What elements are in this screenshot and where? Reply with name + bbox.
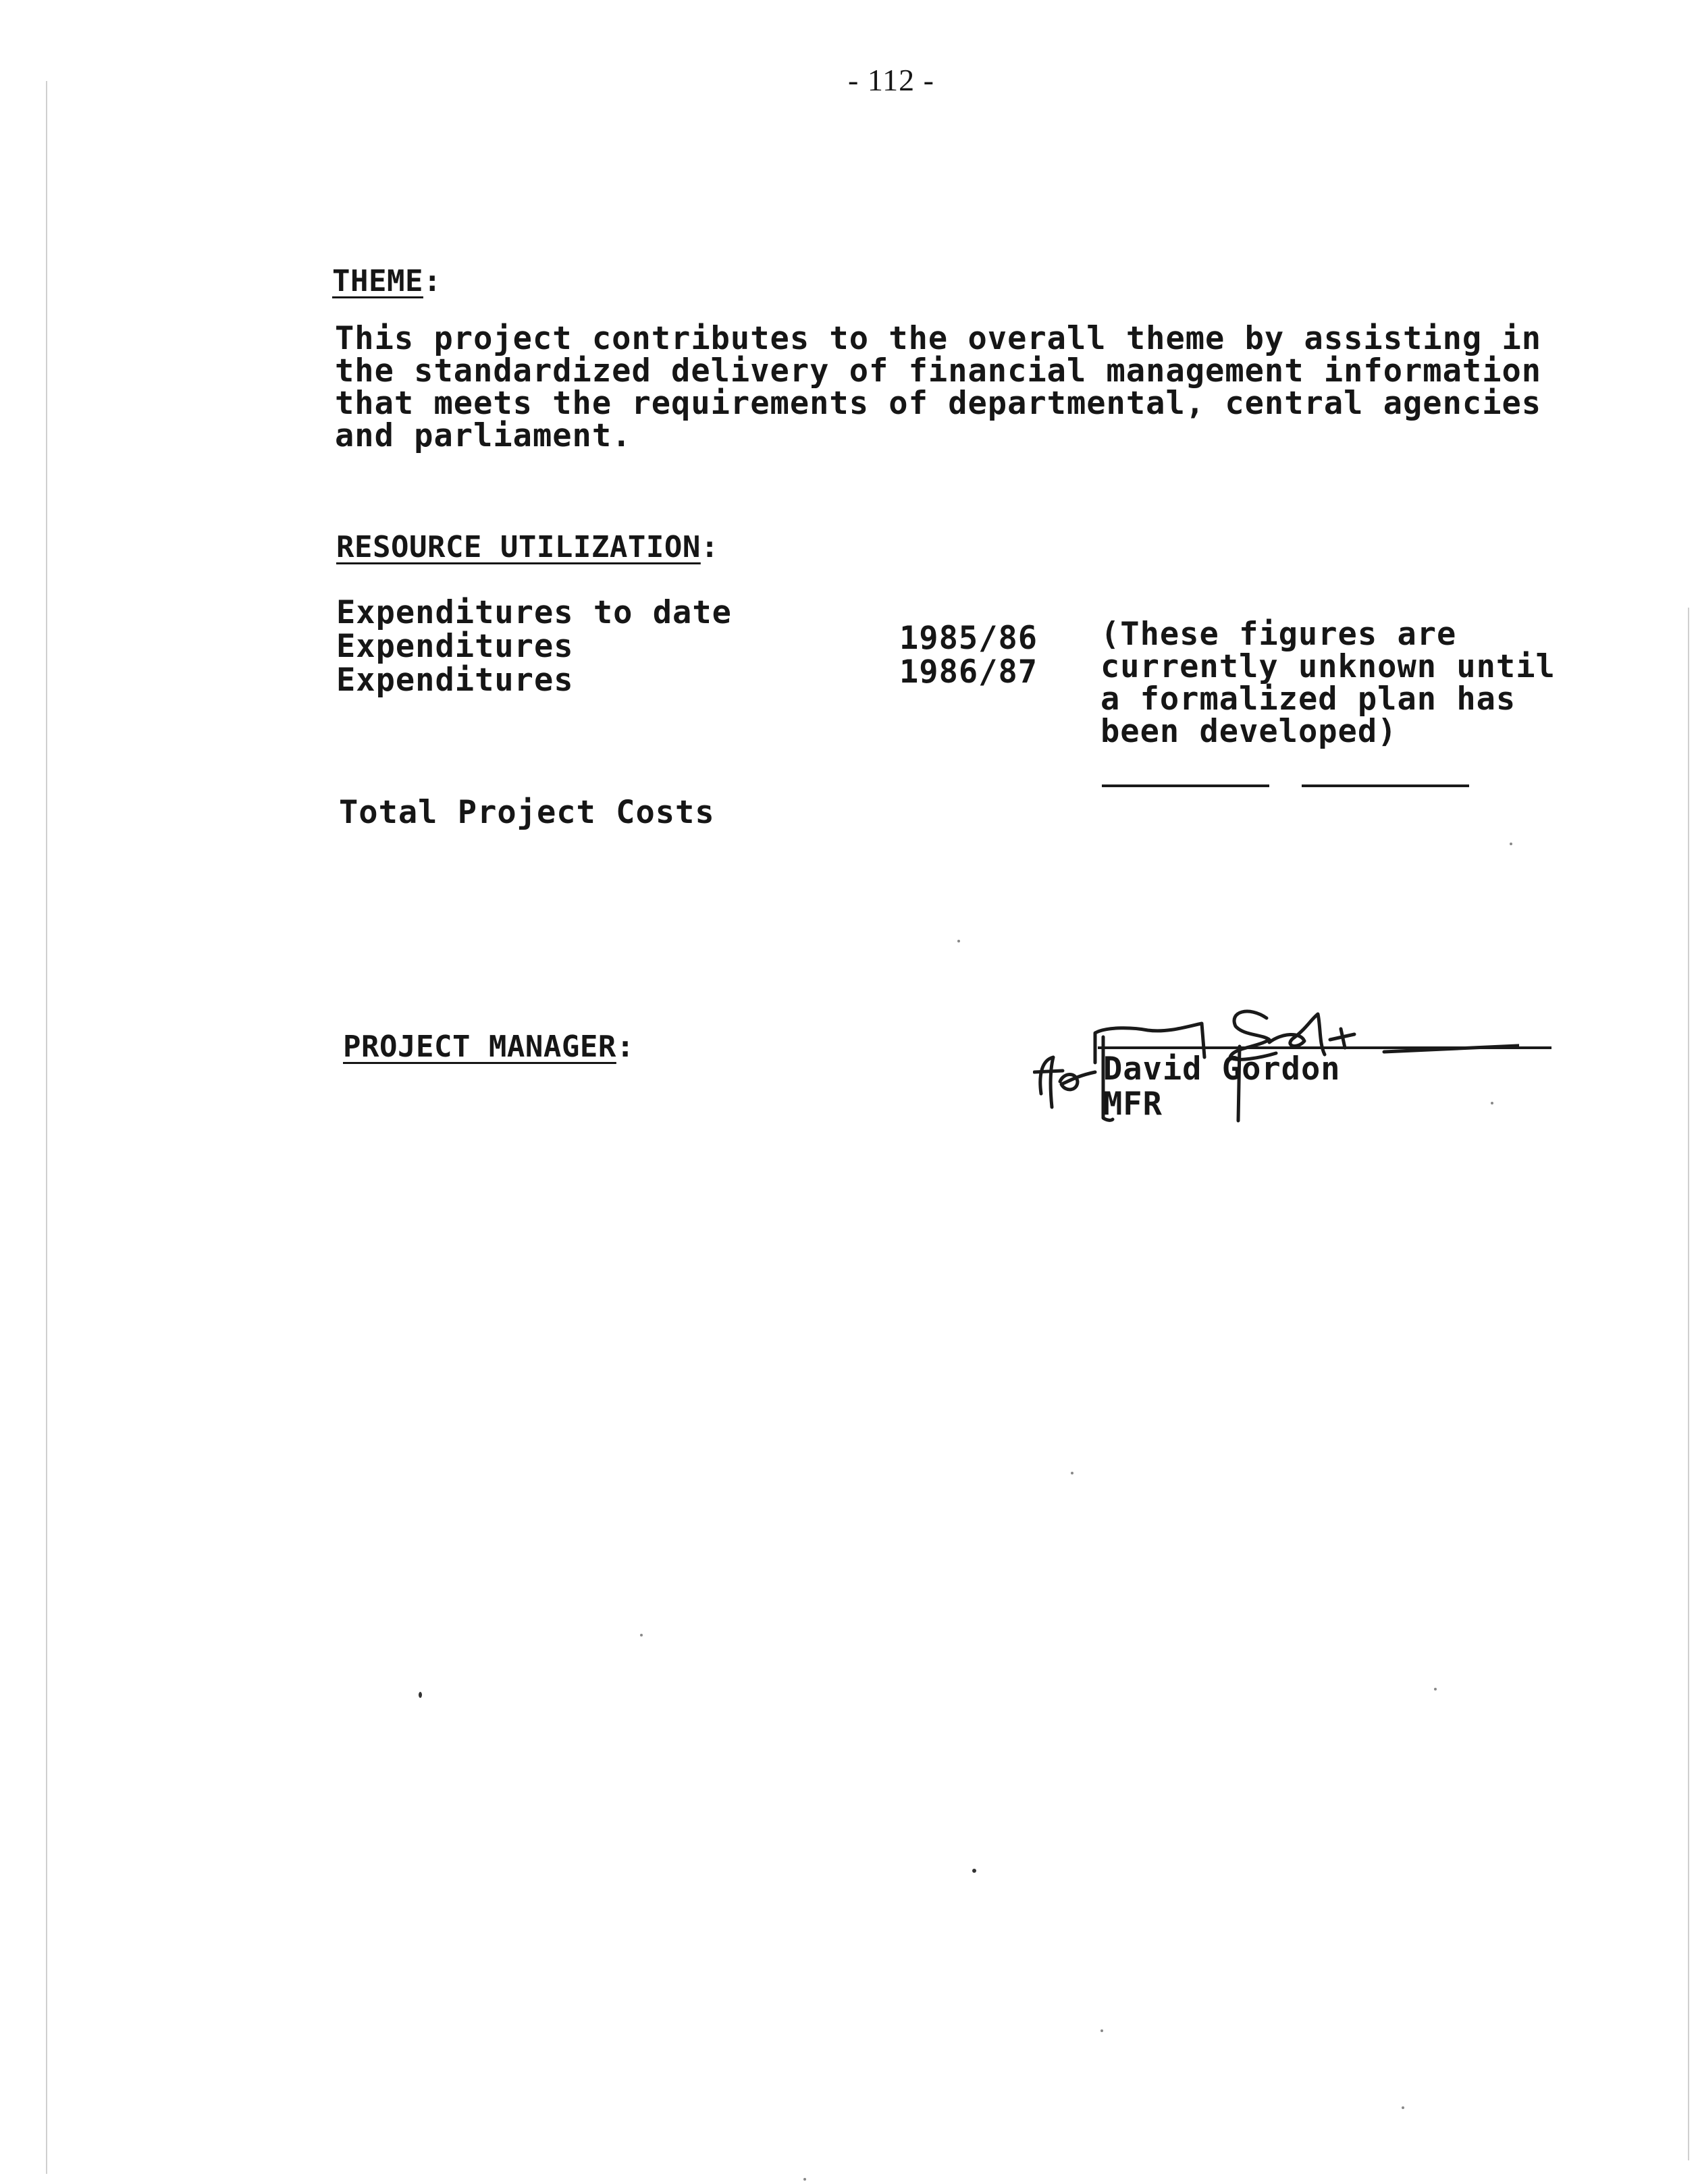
scan-speck xyxy=(1434,1688,1437,1690)
scan-speck xyxy=(957,940,960,942)
theme-heading-colon: : xyxy=(423,264,442,298)
scan-speck xyxy=(1100,2029,1103,2032)
total-rule-right xyxy=(1302,784,1469,787)
scan-edge-left xyxy=(46,81,47,2174)
scan-speck xyxy=(1402,2106,1404,2109)
scan-speck xyxy=(419,1692,422,1698)
total-project-costs-label: Total Project Costs xyxy=(339,794,715,831)
resource-heading xyxy=(336,531,719,564)
scan-speck xyxy=(640,1634,643,1636)
expenditure-label-3: Expenditures xyxy=(336,662,574,699)
theme-heading xyxy=(332,265,442,298)
resource-heading-text: RESOURCE UTILIZATION xyxy=(336,530,701,564)
note-line-2: currently unknown until xyxy=(1100,648,1556,685)
theme-line-1: This project contributes to the overall theme by assisting in xyxy=(335,320,1542,357)
theme-paragraph xyxy=(335,320,1542,454)
expenditure-label-1: Expenditures to date xyxy=(336,594,732,631)
scan-speck xyxy=(1510,843,1512,845)
expenditure-note xyxy=(1100,618,1556,748)
note-line-1: (These figures are xyxy=(1100,616,1457,653)
theme-line-3: that meets the requirements of departmental, central agencies xyxy=(335,385,1542,422)
theme-line-4: and parliament. xyxy=(335,417,632,454)
expenditure-label-2: Expenditures xyxy=(336,628,574,665)
expenditure-year-1986: 1986/87 xyxy=(899,654,1038,691)
manager-name: David Gordon xyxy=(1103,1050,1341,1088)
project-manager-heading-colon: : xyxy=(616,1030,635,1064)
note-line-4: been developed) xyxy=(1100,713,1398,750)
resource-heading-colon: : xyxy=(700,530,719,564)
project-manager-heading-text: PROJECT MANAGER xyxy=(343,1030,616,1064)
project-manager-heading xyxy=(343,1030,635,1064)
scan-speck xyxy=(1491,1102,1493,1104)
scan-speck xyxy=(1071,1472,1073,1474)
scan-speck xyxy=(803,2178,806,2181)
total-rule-left xyxy=(1102,784,1269,787)
theme-heading-text: THEME xyxy=(332,264,423,298)
scan-speck xyxy=(972,1869,976,1873)
expenditure-year-1985: 1985/86 xyxy=(899,620,1038,657)
theme-line-2: the standardized delivery of financial management information xyxy=(335,352,1542,390)
page-number: - 112 - xyxy=(848,63,934,97)
manager-org: MFR xyxy=(1103,1086,1163,1123)
note-line-3: a formalized plan has xyxy=(1100,681,1516,718)
scan-edge-right xyxy=(1688,608,1689,2160)
